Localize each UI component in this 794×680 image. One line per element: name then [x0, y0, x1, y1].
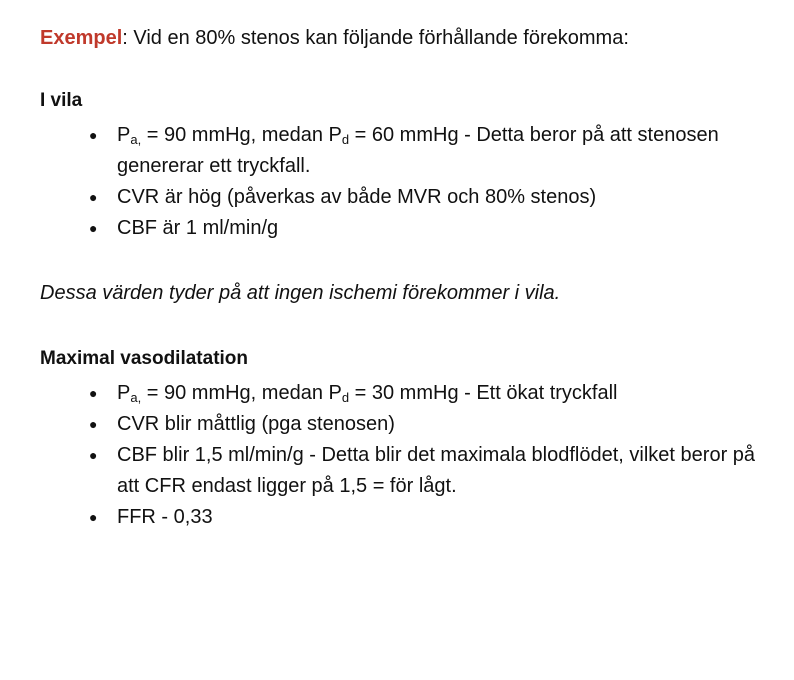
rest-b1-mid: = 90 mmHg, medan P [141, 124, 342, 146]
bullet-icon: ● [89, 416, 98, 432]
max-heading: Maximal vasodilatation [40, 348, 249, 369]
rest-bullet-list [40, 120, 770, 244]
pressure-symbol: P [117, 382, 131, 404]
rest-b1-end: = 60 mmHg - Detta beror på att stenosen genererar ett tryckfall. [117, 124, 719, 177]
list-item [40, 378, 767, 409]
rest-b2-text: CVR är hög (påverkas av både MVR och 80% stenos) [117, 186, 597, 208]
example-text: : Vid en 80% stenos kan följande förhållande förekomma: [122, 27, 629, 49]
example-label: Exempel [40, 27, 123, 49]
pa-subscript: a, [130, 132, 142, 147]
bullet-icon: ● [89, 385, 98, 401]
max-b2-text: CVR blir måttlig (pga stenosen) [117, 413, 395, 435]
max-b4-text: FFR - 0,33 [117, 506, 213, 528]
max-b1-end: = 30 mmHg - Ett ökat tryckfall [349, 382, 618, 404]
bullet-icon: ● [89, 189, 98, 205]
list-item [40, 409, 767, 440]
pa-subscript: a, [130, 390, 142, 405]
max-b3-text: CBF blir 1,5 ml/min/g - Detta blir det maximala blodflödet, vilket beror på att CFR endast ligger på 1,5 = för lågt. [117, 444, 756, 497]
list-item [40, 213, 767, 244]
bullet-icon: ● [89, 127, 98, 143]
list-item [40, 182, 767, 213]
bullet-icon: ● [89, 220, 98, 236]
max-b1-mid: = 90 mmHg, medan P [141, 382, 342, 404]
pressure-symbol: P [117, 124, 131, 146]
pd-subscript: d [341, 132, 350, 147]
rest-heading: I vila [40, 90, 83, 111]
bullet-icon: ● [89, 447, 98, 463]
list-item [40, 440, 767, 502]
rest-b3-text: CBF är 1 ml/min/g [117, 217, 279, 239]
list-item [40, 120, 767, 182]
list-item [40, 502, 767, 533]
example-paragraph [40, 23, 770, 53]
max-bullet-list [40, 378, 770, 533]
pd-subscript: d [341, 390, 350, 405]
document-page [40, 20, 770, 533]
conclusion-note: Dessa värden tyder på att ingen ischemi förekommer i vila. [40, 282, 561, 304]
bullet-icon: ● [89, 509, 98, 525]
